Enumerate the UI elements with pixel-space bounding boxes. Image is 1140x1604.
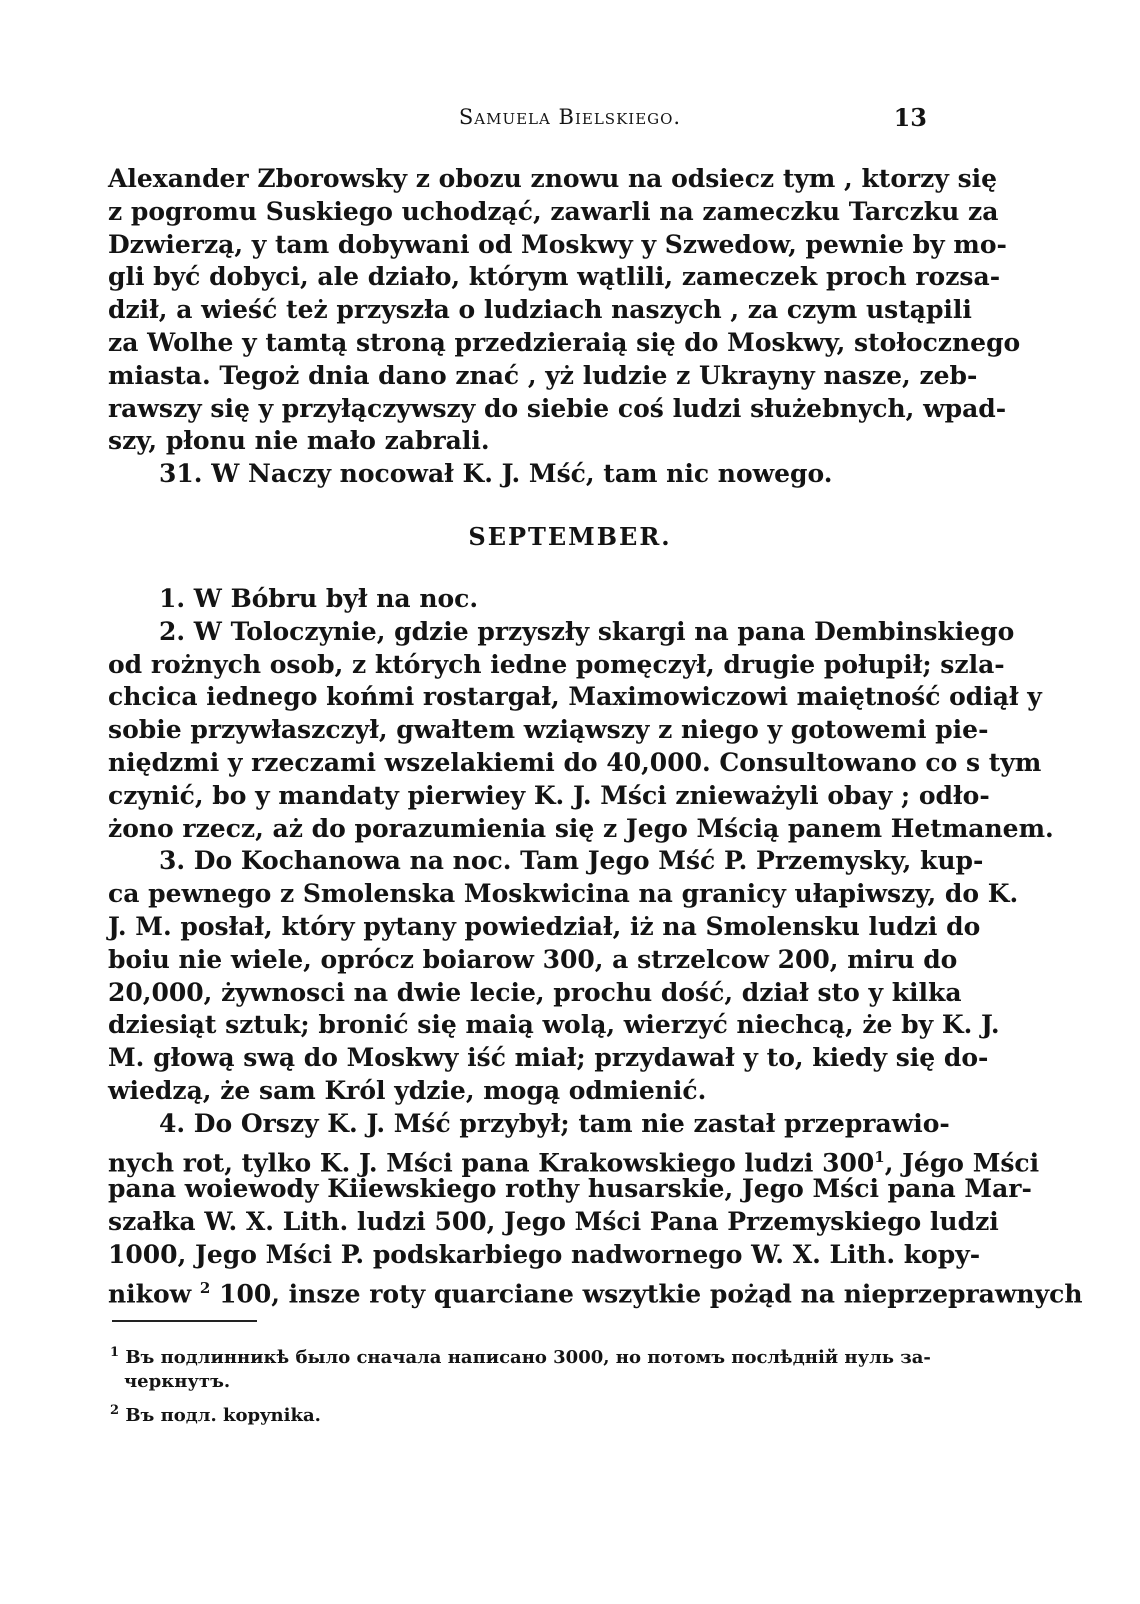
text-line: 20,000, żywnosci na dwie lecie, prochu dość, dział sto y kilka <box>108 977 962 1007</box>
text-line: szałka W. X. Lith. ludzi 500, Jego Mści Pana Przemyskiego ludzi <box>108 1207 999 1237</box>
line-text: nych rot, tylko K. J. Mści pana Krakowskiego ludzi 300 <box>108 1147 875 1177</box>
footnote-ref-1: 1 <box>874 1147 885 1166</box>
line-text-tail: 100, insze roty quarciane wszytkie pożąd na nieprzeprawnych <box>219 1279 1083 1309</box>
body-text-block-1 <box>108 163 1021 491</box>
footnote-1 <box>110 1338 931 1368</box>
footnote-ref-2: 2 <box>199 1278 211 1297</box>
text-line: Alexander Zborowsky z obozu znowu na odsiecz tym , ktorzy się <box>108 164 998 193</box>
text-line-with-footnote-2 <box>108 1272 1083 1309</box>
entry-3: 3. Do Kochanowa na noc. Tam Jego Mść P. Przemysky, kup- <box>159 846 984 876</box>
running-head-title: Samuela Bielskiego. <box>458 105 682 129</box>
text-line: niędzmi y rzeczami wszelakiemi do 40,000. Consultowano co s tym <box>108 747 1042 777</box>
text-line: sobie przywłaszczył, gwałtem wziąwszy z niego y gotowemi pie- <box>108 715 989 745</box>
text-line: rawszy się y przyłączywszy do siebie coś ludzi służebnych, wpad- <box>108 393 1007 423</box>
footnote-marker: 2 <box>110 1403 120 1418</box>
text-line: gli być dobyci, ale działo, którym wątlili, zameczek proch rozsa- <box>108 262 1001 292</box>
text-line: J. M. posłał, który pytany powiedział, iż na Smolensku ludzi do <box>108 911 981 941</box>
footnote-1-cont: черкнутъ. <box>124 1371 231 1392</box>
footnote-marker: 1 <box>110 1345 120 1360</box>
text-line: czynić, bo y mandaty pierwiey K. J. Mści znieważyli obay ; odło- <box>108 780 990 810</box>
entry-2: 2. W Toloczynie, gdzie przyszły skargi na pana Dembinskiego <box>159 616 1015 646</box>
text-line: chcica iednego końmi rostargał, Maximowiczowi maiętność odiął y <box>108 682 1042 712</box>
footnote-text: Въ подлинникѣ было сначала написано 3000, но потомъ послѣднiй нуль за- <box>125 1347 931 1368</box>
text-line: wiedzą, że sam Król ydzie, mogą odmienić. <box>108 1075 707 1105</box>
text-line: ca pewnego z Smolenska Moskwicina na granicy ułapiwszy, do K. <box>108 879 1019 909</box>
text-line: dziesiąt sztuk; bronić się maią wolą, wierzyć niechcą, że by K. J. <box>108 1010 1000 1040</box>
entry-1: 1. W Bóbru był na noc. <box>159 584 479 613</box>
text-line: za Wolhe y tamtą stroną przedzieraią się do Moskwy, stołocznego <box>108 327 1021 357</box>
text-line: żono rzecz, aż do porazumienia się z Jego Mścią panem Hetmanem. <box>108 813 1054 843</box>
text-line: miasta. Tegoż dnia dano znać , yż ludzie z Ukrayny nasze, zeb- <box>108 360 978 390</box>
text-line: dził, a wieść też przyszła o ludziach naszych , za czym ustąpili <box>108 295 972 325</box>
footnote-text: Въ подл. kopynika. <box>125 1405 321 1426</box>
footnote-2 <box>110 1396 924 1425</box>
footnote-divider <box>112 1320 257 1322</box>
text-line: M. głową swą do Moskwy iść miał; przydawał y to, kiedy się do- <box>108 1043 989 1073</box>
text-line: od rożnych osob, z których iedne pomęczył, drugie połupił; szla- <box>108 649 1005 679</box>
footnotes <box>110 1338 931 1426</box>
text-line: boiu nie wiele, oprócz boiarow 300, a strzelcow 200, miru do <box>108 944 958 974</box>
entry-31: 31. W Naczy nocował K. J. Mść, tam nic nowego. <box>159 459 833 489</box>
page-number: 13 <box>893 103 927 132</box>
line-text-tail: , Jégo Mści <box>884 1147 1040 1177</box>
text-line: 1000, Jego Mści P. podskarbiego nadwornego W. X. Lith. kopy- <box>108 1239 981 1269</box>
running-head <box>0 105 1140 137</box>
text-line: z pogromu Suskiego uchodząć, zawarli na zameczku Tarczku za <box>108 196 999 226</box>
section-title: SEPTEMBER. <box>468 522 672 551</box>
text-line: szy, płonu nie mało zabrali. <box>108 426 490 456</box>
line-text: nikow <box>108 1279 192 1309</box>
text-line-with-footnote-1 <box>108 1141 1040 1177</box>
text-line: Dzwierzą, y tam dobywani od Moskwy y Szwedow, pewnie by mo- <box>108 229 1007 259</box>
text-line: pana woiewody Kiiewskiego rothy husarskie, Jego Mści pana Mar- <box>108 1174 1032 1204</box>
entry-4: 4. Do Orszy K. J. Mść przybył; tam nie zastał przeprawio- <box>159 1108 950 1138</box>
body-text-block-2 <box>108 583 1083 1309</box>
